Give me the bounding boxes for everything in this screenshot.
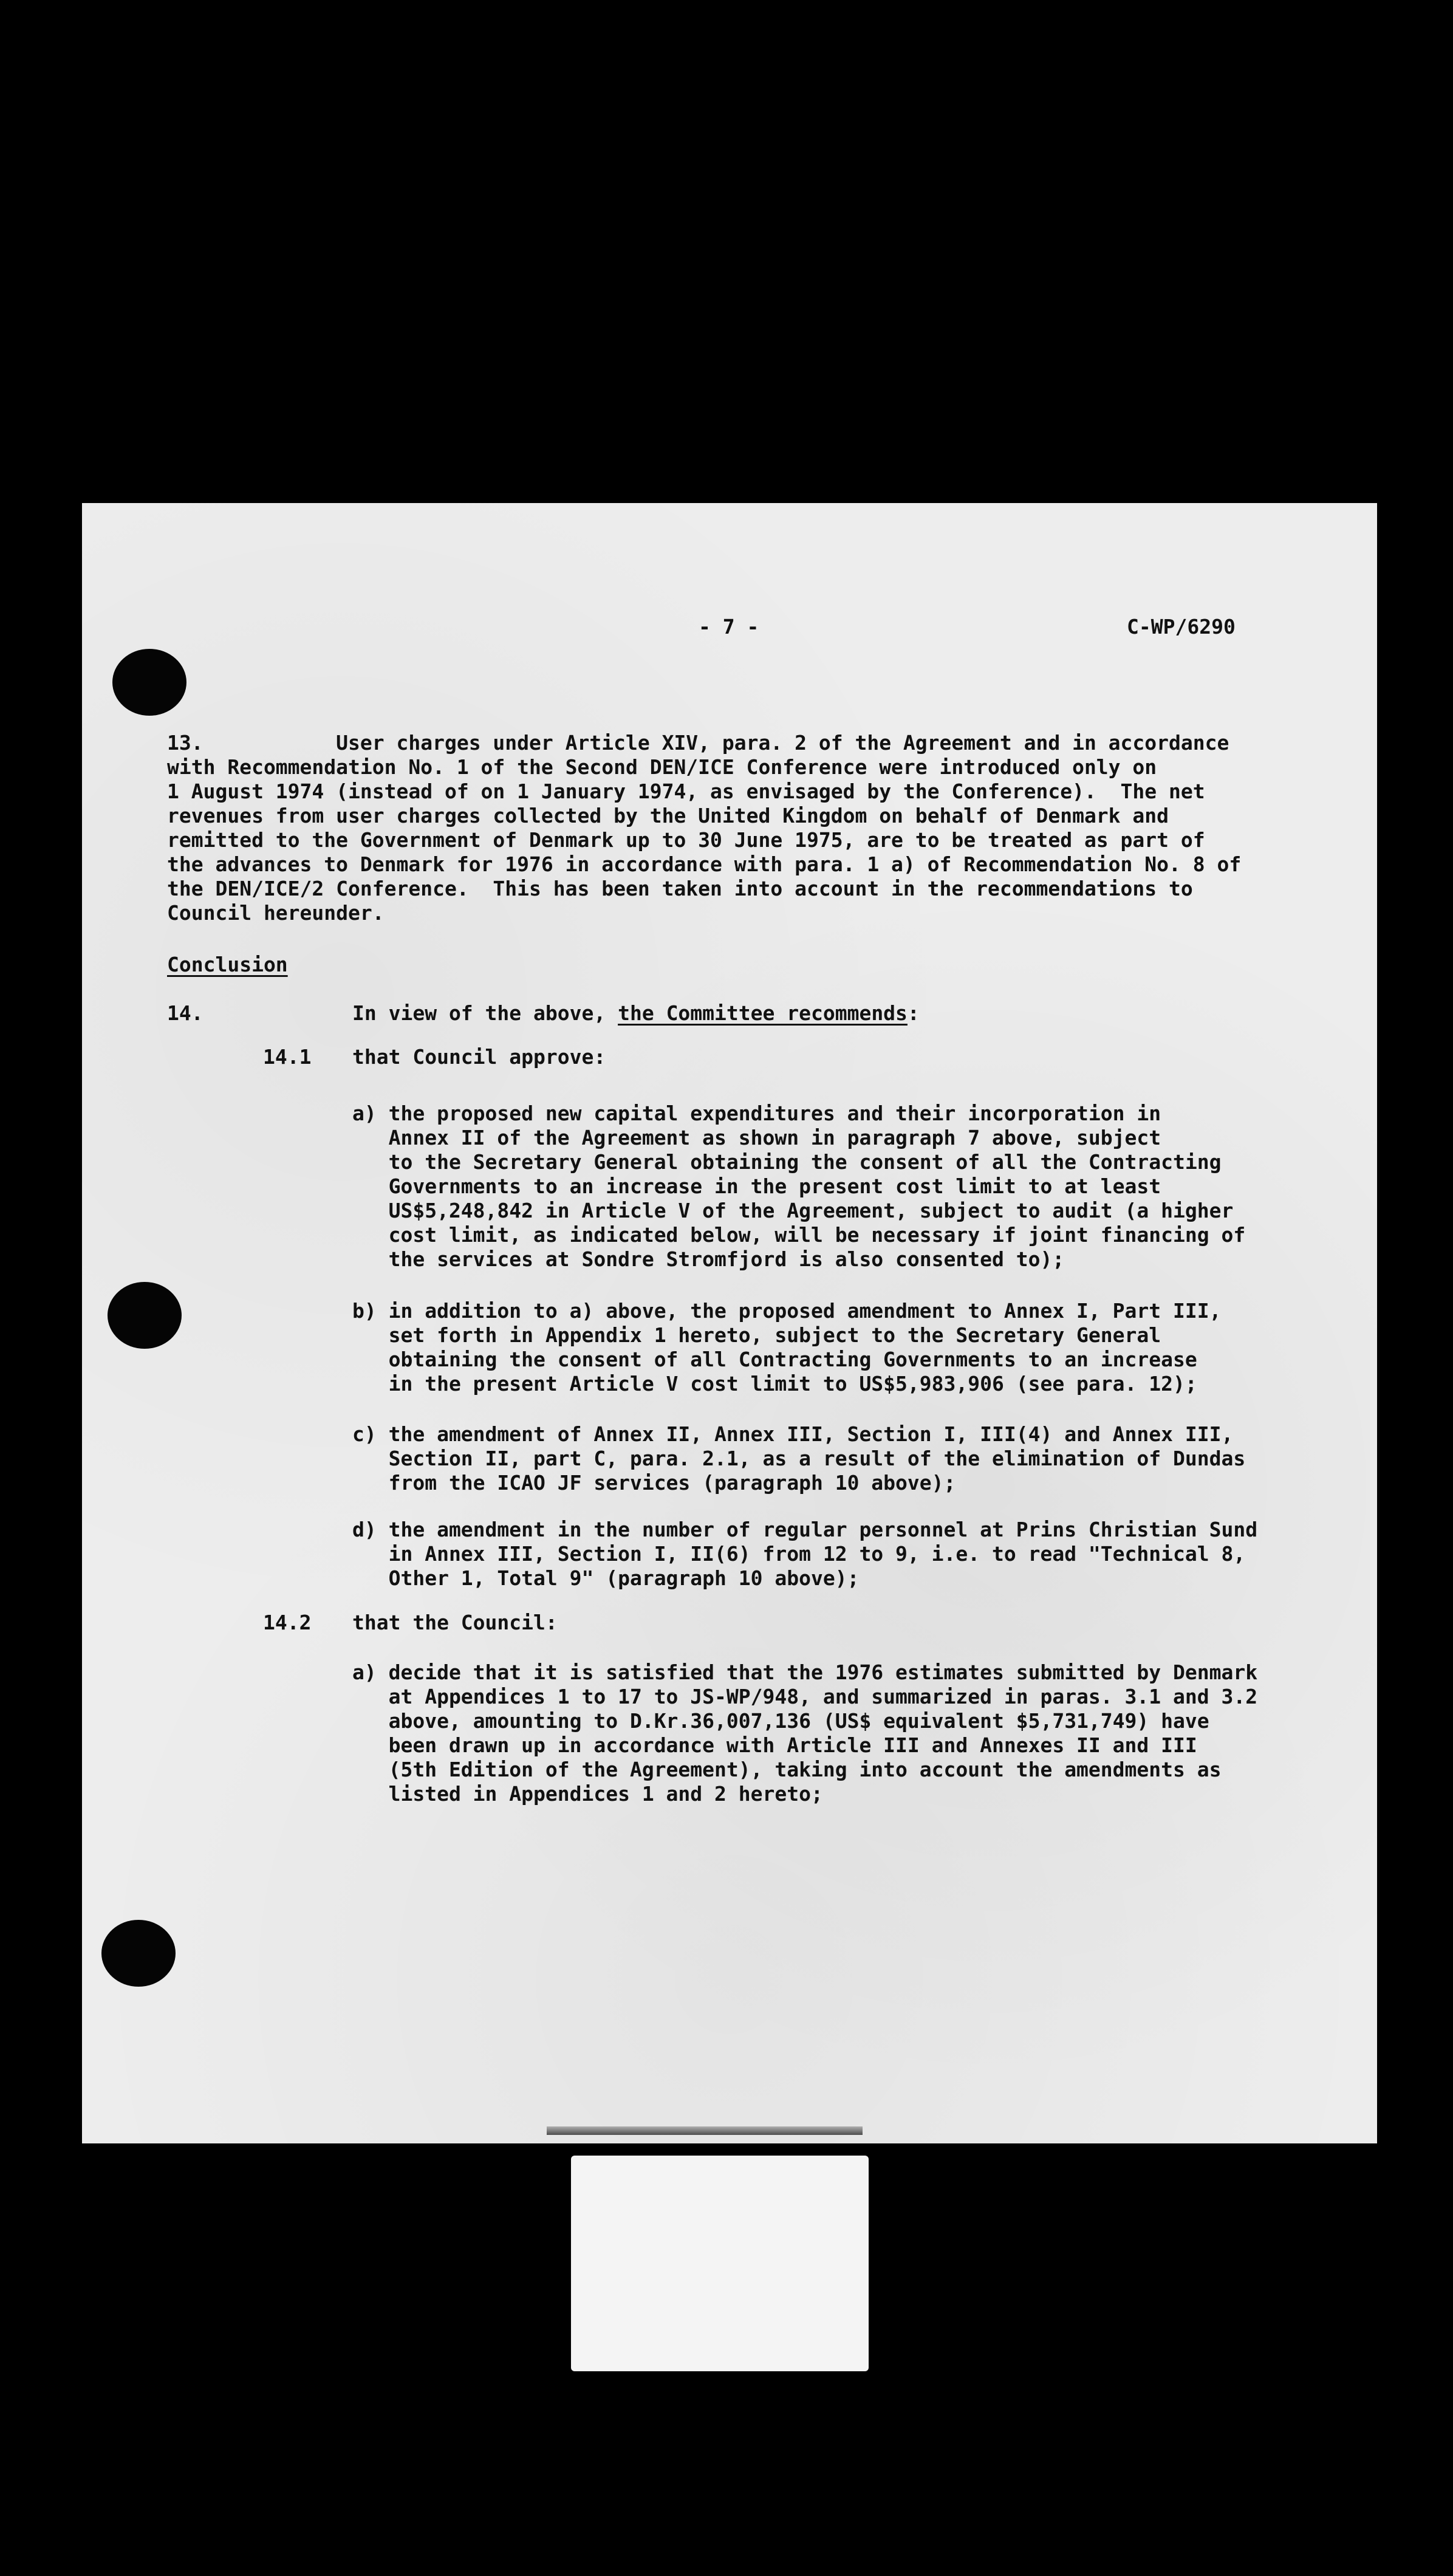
- item-line: obtaining the consent of all Contracting Governments to an increase: [352, 1348, 1197, 1371]
- item-line: a) decide that it is satisfied that the 1976 estimates submitted by Denmark: [352, 1660, 1258, 1684]
- item-line: set forth in Appendix 1 hereto, subject to the Secretary General: [352, 1323, 1161, 1347]
- item-line: Section II, part C, para. 2.1, as a result of the elimination of Dundas: [352, 1447, 1246, 1470]
- paragraph-14-intro: [352, 1001, 920, 1026]
- item-line: been drawn up in accordance with Article III and Annexes II and III: [352, 1733, 1197, 1757]
- item-line: US$5,248,842 in Article V of the Agreement, subject to audit (a higher: [352, 1199, 1234, 1222]
- item-line: b) in addition to a) above, the proposed amendment to Annex I, Part III,: [352, 1299, 1222, 1323]
- subsection-14-1-text: that Council approve:: [352, 1045, 606, 1069]
- paragraph-14-number: 14.: [167, 1001, 203, 1025]
- item-line: a) the proposed new capital expenditures and their incorporation in: [352, 1101, 1161, 1125]
- paragraph-line: Council hereunder.: [167, 901, 385, 925]
- paragraph-line: with Recommendation No. 1 of the Second DEN/ICE Conference were introduced only on: [167, 755, 1157, 779]
- item-line: in the present Article V cost limit to US$5,983,906 (see para. 12);: [352, 1372, 1197, 1396]
- blank-card: [571, 2156, 869, 2371]
- document-reference: C-WP/6290: [1127, 615, 1236, 639]
- scanned-page: [82, 503, 1377, 2143]
- conclusion-heading: Conclusion: [167, 953, 288, 976]
- item-line: above, amounting to D.Kr.36,007,136 (US$ equivalent $5,731,749) have: [352, 1709, 1209, 1733]
- subsection-14-2-text: that the Council:: [352, 1611, 558, 1634]
- paragraph-line: remitted to the Government of Denmark up to 30 June 1975, are to be treated as part of: [167, 828, 1205, 852]
- item-line: the services at Sondre Stromfjord is also consented to);: [352, 1247, 1065, 1271]
- item-line: listed in Appendices 1 and 2 hereto;: [352, 1782, 823, 1806]
- intro-colon: :: [907, 1001, 920, 1025]
- item-line: Annex II of the Agreement as shown in paragraph 7 above, subject: [352, 1126, 1161, 1149]
- item-line: in Annex III, Section I, II(6) from 12 to 9, i.e. to read "Technical 8,: [352, 1542, 1246, 1566]
- item-line: d) the amendment in the number of regular personnel at Prins Christian Sund: [352, 1518, 1258, 1541]
- item-line: c) the amendment of Annex II, Annex III, Section I, III(4) and Annex III,: [352, 1422, 1234, 1446]
- subsection-14-2-number: 14.2: [263, 1611, 312, 1634]
- item-line: cost limit, as indicated below, will be necessary if joint financing of: [352, 1223, 1246, 1247]
- scan-edge-mark: [547, 2126, 863, 2135]
- punch-hole-middle: [108, 1282, 182, 1349]
- item-line: from the ICAO JF services (paragraph 10 above);: [352, 1471, 956, 1495]
- punch-hole-bottom: [101, 1920, 176, 1987]
- paragraph-line: 13. User charges under Article XIV, para. 2 of the Agreement and in accordance: [167, 731, 1229, 755]
- paragraph-line: revenues from user charges collected by the United Kingdom on behalf of Denmark and: [167, 804, 1169, 827]
- punch-hole-top: [112, 649, 186, 716]
- page-number: - 7 -: [699, 615, 759, 639]
- item-line: (5th Edition of the Agreement), taking into account the amendments as: [352, 1758, 1222, 1781]
- paragraph-line: 1 August 1974 (instead of on 1 January 1974, as envisaged by the Conference). The net: [167, 779, 1205, 803]
- intro-text: In view of the above,: [352, 1001, 618, 1025]
- subsection-14-1-number: 14.1: [263, 1045, 312, 1069]
- paragraph-line: the DEN/ICE/2 Conference. This has been taken into account in the recommendations to: [167, 877, 1193, 900]
- item-line: at Appendices 1 to 17 to JS-WP/948, and summarized in paras. 3.1 and 3.2: [352, 1685, 1258, 1708]
- item-line: Other 1, Total 9" (paragraph 10 above);: [352, 1566, 860, 1590]
- item-line: Governments to an increase in the present cost limit to at least: [352, 1174, 1161, 1198]
- item-line: to the Secretary General obtaining the consent of all the Contracting: [352, 1150, 1222, 1174]
- paragraph-line: the advances to Denmark for 1976 in accordance with para. 1 a) of Recommendation No. 8 of: [167, 852, 1242, 876]
- intro-emphasis: the Committee recommends: [618, 1001, 908, 1025]
